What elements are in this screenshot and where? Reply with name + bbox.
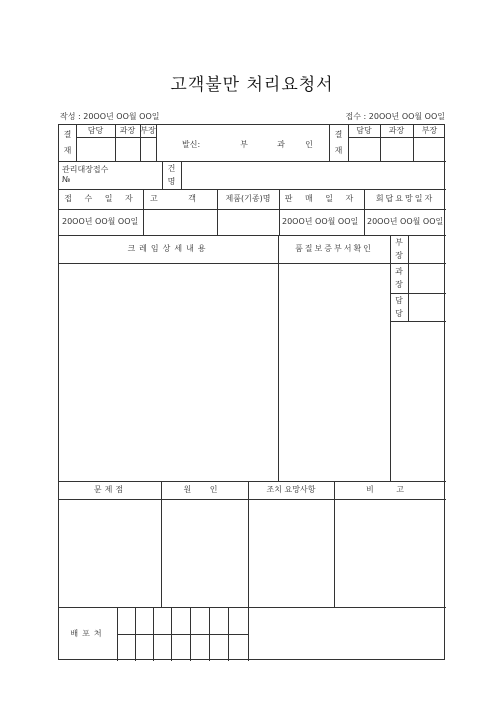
header-remarks: 비 고 (366, 485, 414, 494)
approval-right-role-head: 부장 (421, 126, 438, 135)
mgmt-ledger-label: 관리대장접수 № (62, 165, 109, 184)
header-product: 제품(기종)명 (225, 194, 271, 203)
sender-dept: 부 (240, 140, 248, 149)
approval-right-role-staff: 담당 (356, 126, 372, 135)
side-role-manager: 과 장 (395, 266, 403, 289)
claim-detail-header: 크레임상세내용 (127, 244, 210, 253)
created-date: 작성 : 20OO년 OO월 OO일 (60, 112, 160, 121)
sender-label: 발신: (182, 140, 201, 149)
received-date: 접수 : 20OO년 OO월 OO일 (345, 112, 445, 121)
page-title: 고객불만 처리요청서 (170, 75, 334, 95)
approval-right-label: 결 재 (334, 130, 343, 155)
approval-left-role-manager: 과장 (119, 126, 136, 135)
side-role-head: 부 장 (395, 237, 403, 260)
receipt-date-value: 20OO년 OO월 OO일 (62, 217, 139, 226)
approval-left-role-head: 부장 (140, 126, 156, 135)
header-cause: 원 인 (183, 485, 226, 494)
header-reply-date: 회답요망일자 (375, 194, 435, 203)
side-role-staff: 담 당 (395, 295, 403, 318)
quality-check-header: 품질보증부서확인 (295, 244, 373, 253)
sender-section: 과 (277, 140, 285, 149)
case-name-label: 건 명 (167, 163, 176, 186)
approval-left-label: 결 재 (63, 130, 72, 155)
sender-seal: 인 (305, 140, 313, 149)
form-table (58, 124, 445, 660)
approval-left-role-staff: 담당 (87, 126, 104, 135)
header-problem: 문제점 (93, 485, 127, 494)
approval-right-role-manager: 과장 (388, 126, 405, 135)
distribution-label: 배포처 (70, 629, 106, 638)
header-receipt-date: 접 수 일 자 (64, 194, 138, 203)
header-action: 조치 요망사항 (266, 485, 316, 494)
sales-date-value: 20OO년 OO월 OO일 (282, 217, 359, 226)
reply-date-value: 20OO년 OO월 OO일 (367, 217, 444, 226)
header-customer: 고 객 (150, 194, 210, 203)
header-sales-date: 판 매 일 자 (284, 194, 359, 203)
